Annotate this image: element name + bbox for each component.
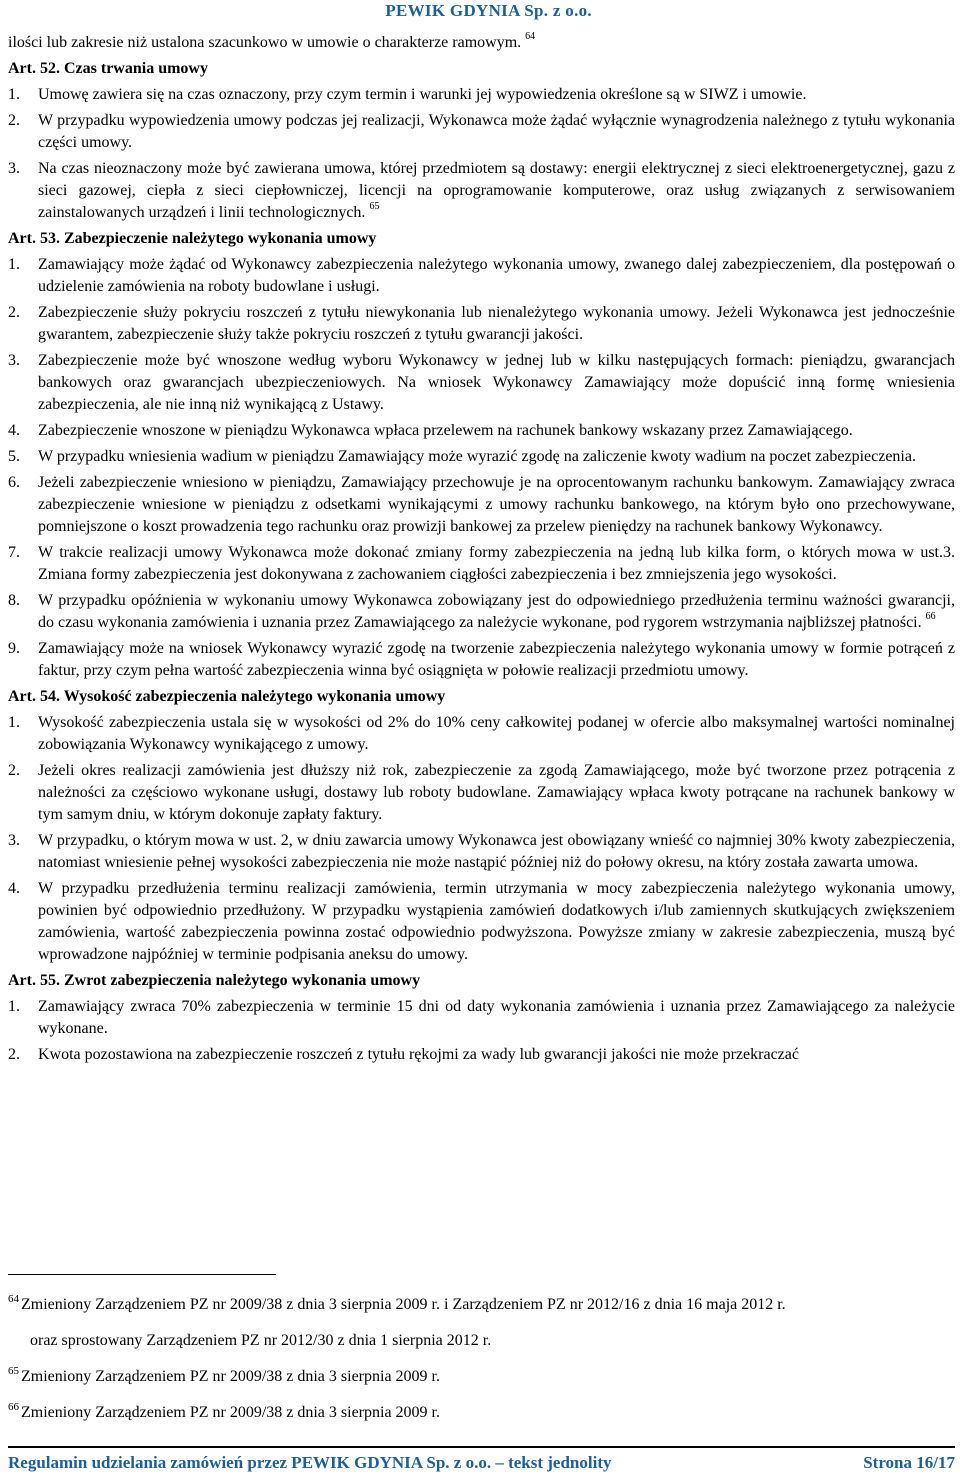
item-number: 5.: [8, 448, 20, 465]
article-55-items: [8, 996, 955, 1066]
item-text: W przypadku przedłużenia terminu realizacji zamówienia, termin utrzymania w mocy zabezpieczenia należytego wykonania umowy, powinien być odpowiednio przedłużony. W przypadku wystąpienia zamówień dodatkowych i/lub zamiennych skutkujących zwiększeniem zamówienia, wartość zabezpieczenia powinna zostać odpowiednio podwyższona. Powyższe zmiany w zakresie zabezpieczenia, muszą być wprowadzone najpóźniej w terminie podpisania aneksu do umowy.: [38, 880, 955, 963]
article-54-items: [8, 712, 955, 966]
list-item: [8, 84, 955, 106]
item-text: W przypadku opóźnienia w wykonaniu umowy Wykonawca zobowiązany jest do odpowiedniego przedłużenia terminu ważności gwarancji, do czasu wykonania zamówienia i uznania przez Zamawiającego za należycie wykonane, pod rygorem wstrzymania najbliższej płatności.: [38, 592, 955, 631]
list-item: [8, 110, 955, 154]
footnote: [8, 1366, 955, 1388]
footnote-number: 66: [8, 1401, 19, 1413]
item-text: Zabezpieczenie może być wnoszone według wyboru Wykonawcy w jednej lub w kilku następujących formach: pieniądzu, gwarancjach bankowych oraz gwarancjach ubezpieczeniowych. Na wniosek Wykonawcy Zamawiający może dopuścić inną formę wniesienia zabezpieczenia, ale nie inną niż wynikającą z Ustawy.: [38, 352, 955, 413]
item-number: 1.: [8, 998, 20, 1015]
item-text: Kwota pozostawiona na zabezpieczenie roszczeń z tytułu rękojmi za wady lub gwarancji jakości nie może przekraczać: [38, 1046, 799, 1063]
list-item: [8, 1044, 955, 1066]
list-item: [8, 542, 955, 586]
item-text: Wysokość zabezpieczenia ustala się w wysokości od 2% do 10% ceny całkowitej podanej w ofercie albo maksymalnej wartości nominalnej zobowiązania Wykonawcy wynikającego z umowy.: [38, 714, 955, 753]
footnotes: [8, 1294, 955, 1438]
footnote: [8, 1402, 955, 1424]
footnote-ref: 66: [925, 611, 936, 622]
item-number: 9.: [8, 640, 20, 657]
item-number: 2.: [8, 304, 20, 321]
item-number: 2.: [8, 762, 20, 779]
item-number: 3.: [8, 352, 20, 369]
item-number: 8.: [8, 592, 20, 609]
footnote: [8, 1294, 955, 1316]
footnote-number: 64: [8, 1293, 19, 1305]
intro-text: ilości lub zakresie niż ustalona szacunkowo w umowie o charakterze ramowym.: [8, 34, 522, 51]
footnote-separator: [8, 1274, 276, 1275]
item-number: 2.: [8, 1046, 20, 1063]
list-item: [8, 302, 955, 346]
list-item: [8, 446, 955, 468]
item-text: W przypadku wypowiedzenia umowy podczas jej realizacji, Wykonawca może żądać wyłącznie wynagrodzenia należnego z tytułu wykonania części umowy.: [38, 112, 955, 151]
item-number: 6.: [8, 474, 20, 491]
footnote-text: Zmieniony Zarządzeniem PZ nr 2009/38 z dnia 3 sierpnia 2009 r. i Zarządzeniem PZ nr 2012/16 z dnia 16 maja 2012 r.: [21, 1296, 786, 1313]
item-text: Zamawiający może na wniosek Wykonawcy wyrazić zgodę na tworzenie zabezpieczenia należytego wykonania umowy w formie potrąceń z faktur, przy czym pełna wartość zabezpieczenia winna być osiągnięta w połowie realizacji przedmiotu umowy.: [38, 640, 955, 679]
list-item: [8, 712, 955, 756]
list-item: [8, 830, 955, 874]
list-item: [8, 420, 955, 442]
item-number: 1.: [8, 86, 20, 103]
list-item: [8, 878, 955, 966]
item-text: Zamawiający zwraca 70% zabezpieczenia w terminie 15 dni od daty wykonania zamówienia i uznania przez Zamawiającego za należycie wykonane.: [38, 998, 955, 1037]
article-53-heading: Art. 53. Zabezpieczenie należytego wykonania umowy: [8, 230, 377, 247]
list-item: [8, 638, 955, 682]
header-company-name: PEWIK GDYNIA Sp. z o.o.: [385, 1, 592, 20]
footnote-continuation: oraz sprostowany Zarządzeniem PZ nr 2012/30 z dnia 1 sierpnia 2012 r.: [30, 1332, 492, 1349]
item-text: W przypadku, o którym mowa w ust. 2, w dniu zawarcia umowy Wykonawca jest obowiązany wnieść co najmniej 30% kwoty zabezpieczenia, natomiast wniesienie pełnej wysokości zabezpieczenia nie może nastąpić później niż do połowy okresu, na który została zawarta umowa.: [38, 832, 955, 871]
article-55-heading: Art. 55. Zwrot zabezpieczenia należytego wykonania umowy: [8, 972, 421, 989]
document-body: [8, 32, 955, 1070]
article-52-heading: Art. 52. Czas trwania umowy: [8, 60, 208, 77]
footnote-number: 65: [8, 1365, 19, 1377]
list-item: [8, 350, 955, 416]
item-text: Zabezpieczenie służy pokryciu roszczeń z tytułu niewykonania lub nienależytego wykonania umowy. Jeżeli Wykonawca jest jednocześnie gwarantem, zabezpieczenie służy także pokryciu roszczeń z tytułu gwarancji jakości.: [38, 304, 955, 343]
item-text: Zamawiający może żądać od Wykonawcy zabezpieczenia należytego wykonania umowy, zwanego dalej zabezpieczeniem, dla postępowań o udzielenie zamówienia na roboty budowlane i usługi.: [38, 256, 955, 295]
footer-page-number: Strona 16/17: [863, 1453, 955, 1472]
list-item: [8, 472, 955, 538]
footnote-text: Zmieniony Zarządzeniem PZ nr 2009/38 z dnia 3 sierpnia 2009 r.: [21, 1404, 440, 1421]
article-54-heading: Art. 54. Wysokość zabezpieczenia należytego wykonania umowy: [8, 688, 446, 705]
footnote-text: Zmieniony Zarządzeniem PZ nr 2009/38 z dnia 3 sierpnia 2009 r.: [21, 1368, 440, 1385]
list-item: [8, 254, 955, 298]
intro-paragraph: [8, 32, 955, 54]
item-text: Jeżeli okres realizacji zamówienia jest dłuższy niż rok, zabezpieczenie za zgodą Zamawiającego, może być tworzone przez potrącenia z należności za częściowo wykonane usługi, dostawy lub roboty budowlane. Zamawiający wpłaca kwoty potrącane na rachunek bankowy w tym samym dniu, w którym dokonuje zapłaty faktury.: [38, 762, 955, 823]
item-number: 2.: [8, 112, 20, 129]
item-number: 3.: [8, 160, 20, 177]
list-item: [8, 996, 955, 1040]
item-text: W przypadku wniesienia wadium w pieniądzu Zamawiający może wyrazić zgodę na zaliczenie kwoty wadium na poczet zabezpieczenia.: [38, 448, 916, 465]
item-text: Na czas nieoznaczony może być zawierana umowa, której przedmiotem są dostawy: energii elektrycznej z sieci elektroenergetycznej, gazu z sieci gazowej, ciepła z sieci ciepłowniczej, licencji na oprogramowanie komputerowe, oraz usług związanych z serwisowaniem zainstalowanych urządzeń i linii technologicznych.: [38, 160, 955, 221]
item-text: W trakcie realizacji umowy Wykonawca może dokonać zmiany formy zabezpieczenia na jedną lub kilka form, o których mowa w ust.3. Zmiana formy zabezpieczenia jest dokonywana z zachowaniem ciągłości zabezpieczenia i bez zmniejszenia jego wysokości.: [38, 544, 955, 583]
list-item: [8, 590, 955, 634]
item-number: 1.: [8, 256, 20, 273]
item-number: 3.: [8, 832, 20, 849]
item-number: 1.: [8, 714, 20, 731]
article-53-items: [8, 254, 955, 682]
item-text: Jeżeli zabezpieczenie wniesiono w pieniądzu, Zamawiający przechowuje je na oprocentowanym rachunku bankowym. Zamawiający zwraca zabezpieczenie wniesione w pieniądzu z odsetkami wynikającymi z umowy rachunku bankowego, na którym było ono przechowywane, pomniejszone o koszt prowadzenia tego rachunku oraz prowizji bankowej za przelew pieniędzy na rachunek bankowy Wykonawcy.: [38, 474, 955, 535]
footnote-ref: 65: [369, 201, 380, 212]
item-text: Zabezpieczenie wnoszone w pieniądzu Wykonawca wpłaca przelewem na rachunek bankowy wskazany przez Zamawiającego.: [38, 422, 853, 439]
footer-document-title: Regulamin udzielania zamówień przez PEWIK GDYNIA Sp. z o.o. – tekst jednolity: [8, 1453, 612, 1472]
list-item: [8, 158, 955, 224]
item-number: 4.: [8, 880, 20, 897]
footnote-ref: 64: [525, 31, 536, 42]
page-footer: [8, 1446, 955, 1474]
item-text: Umowę zawiera się na czas oznaczony, przy czym termin i warunki jej wypowiedzenia określone są w SIWZ i umowie.: [38, 86, 807, 103]
item-number: 7.: [8, 544, 20, 561]
list-item: [8, 760, 955, 826]
article-52-items: [8, 84, 955, 224]
item-number: 4.: [8, 422, 20, 439]
